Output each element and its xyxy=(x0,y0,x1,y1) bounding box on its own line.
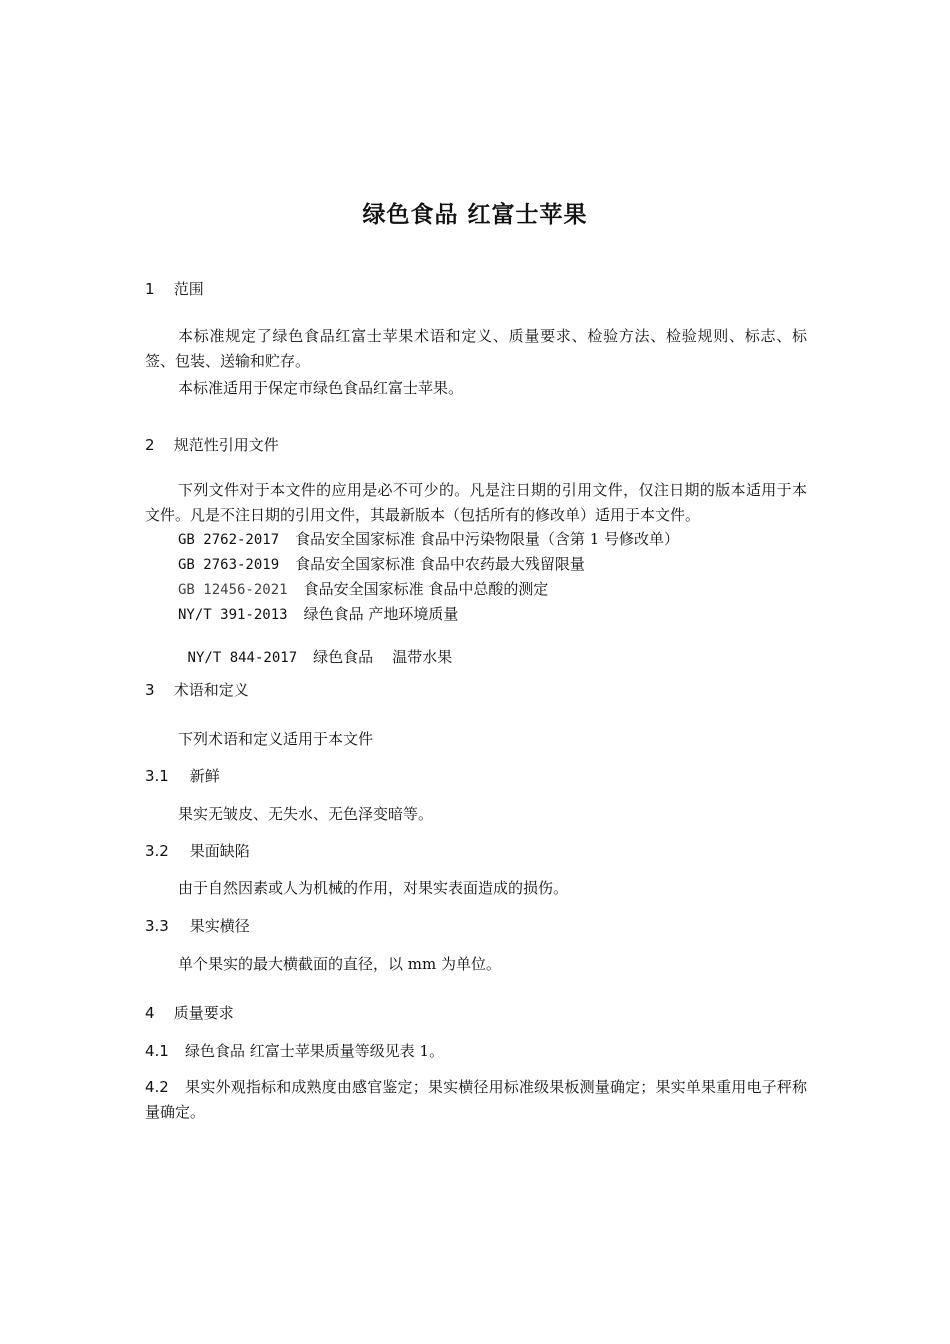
document-title: 绿色食品 红富士苹果 xyxy=(362,202,588,228)
section-number: 2 xyxy=(145,436,155,454)
requirement-number: 4.2 xyxy=(145,1078,169,1096)
section-number: 1 xyxy=(145,280,155,298)
reference-item xyxy=(178,578,548,599)
term-name: 新鲜 xyxy=(189,767,220,785)
reference-item xyxy=(178,553,585,574)
scope-paragraph-1: 本标准规定了绿色食品红富士苹果术语和定义、质量要求、检验方法、检验规则、标志、标签、包装、送输和贮存。 xyxy=(145,327,807,370)
requirement-item xyxy=(145,1075,807,1125)
reference-title: 绿色食品 产地环境质量 xyxy=(303,605,459,623)
term-number: 3.1 xyxy=(145,767,169,785)
requirement-item xyxy=(145,1040,444,1061)
reference-item xyxy=(178,603,458,624)
reference-title: 食品安全国家标准 食品中农药最大残留限量 xyxy=(295,555,585,573)
reference-item xyxy=(178,528,679,549)
term-definition: 果实无皱皮、无失水、无色泽变暗等。 xyxy=(178,805,434,823)
section-number: 4 xyxy=(145,1004,155,1022)
term-number: 3.2 xyxy=(145,842,169,860)
term-definition: 单个果实的最大横截面的直径，以 mm 为单位。 xyxy=(178,955,501,973)
reference-code: GB 2763-2019 xyxy=(178,557,280,573)
term-number: 3.3 xyxy=(145,917,169,935)
scope-paragraph-2: 本标准适用于保定市绿色食品红富士苹果。 xyxy=(178,379,464,397)
reference-code: GB 12456-2021 xyxy=(178,582,288,598)
term-name: 果实横径 xyxy=(189,917,250,935)
term-heading xyxy=(145,840,250,861)
reference-title: 食品安全国家标准 食品中污染物限量（含第 1 号修改单） xyxy=(295,530,680,548)
term-heading xyxy=(145,765,220,786)
requirement-text: 绿色食品 红富士苹果质量等级见表 1。 xyxy=(185,1042,445,1060)
term-heading xyxy=(145,915,250,936)
section-title: 术语和定义 xyxy=(173,681,249,699)
reference-title: 食品安全国家标准 食品中总酸的测定 xyxy=(303,580,549,598)
requirement-text: 果实外观指标和成熟度由感官鉴定；果实横径用标准级果板测量确定；果实单果重用电子秤称量确定。 xyxy=(145,1078,807,1121)
section-heading-3 xyxy=(145,679,249,700)
section-number: 3 xyxy=(145,681,155,699)
section-title: 规范性引用文件 xyxy=(173,436,279,454)
term-name: 果面缺陷 xyxy=(189,842,250,860)
section-heading-4 xyxy=(145,1002,234,1023)
section-heading-1 xyxy=(145,278,204,299)
section-title: 质量要求 xyxy=(173,1004,234,1022)
reference-code: GB 2762-2017 xyxy=(178,532,280,548)
reference-code: NY/T 844-2017 xyxy=(187,650,298,666)
terms-intro: 下列术语和定义适用于本文件 xyxy=(178,730,374,748)
term-definition: 由于自然因素或人为机械的作用，对果实表面造成的损伤。 xyxy=(178,879,569,897)
section-heading-2 xyxy=(145,434,279,455)
normative-references-paragraph: 下列文件对于本文件的应用是必不可少的。凡是注日期的引用文件，仅注日期的版本适用于本文件。凡是不注日期的引用文件，其最新版本（包括所有的修改单）适用于本文件。 xyxy=(145,481,807,524)
section-title: 范围 xyxy=(173,280,204,298)
reference-item xyxy=(178,628,452,667)
reference-code: NY/T 391-2013 xyxy=(178,607,288,623)
reference-title: 绿色食品 温带水果 xyxy=(313,648,453,666)
requirement-number: 4.1 xyxy=(145,1042,169,1060)
